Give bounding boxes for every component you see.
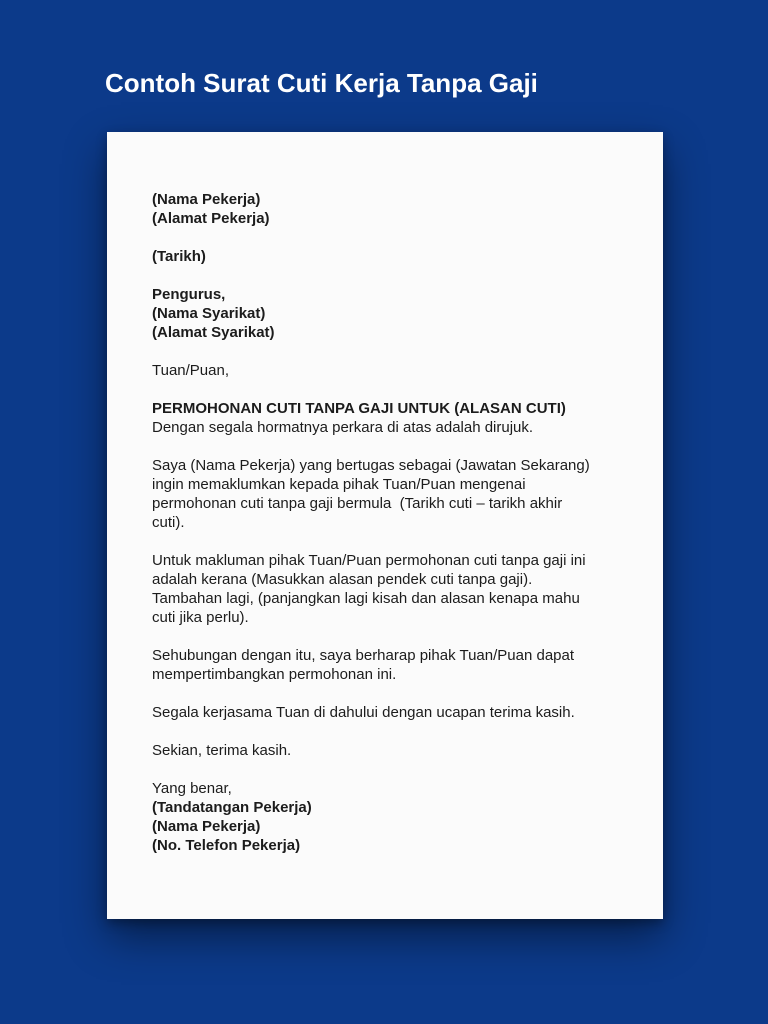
recipient-company: (Nama Syarikat) — [152, 305, 266, 322]
paragraph-2-line: Tambahan lagi, (panjangkan lagi kisah dan alasan kenapa mahu — [152, 590, 580, 607]
paragraph-1-line: cuti). — [152, 514, 185, 531]
letter-date: (Tarikh) — [152, 248, 206, 265]
letter-subject: PERMOHONAN CUTI TANPA GAJI UNTUK (ALASAN CUTI) — [152, 400, 566, 417]
paragraph-2-line: cuti jika perlu). — [152, 609, 249, 626]
salutation: Tuan/Puan, — [152, 362, 229, 379]
signer-name: (Nama Pekerja) — [152, 818, 261, 835]
page-title: Contoh Surat Cuti Kerja Tanpa Gaji — [105, 68, 538, 98]
letter-document — [107, 132, 663, 919]
opening-line: Dengan segala hormatnya perkara di atas adalah dirujuk. — [152, 419, 534, 436]
signoff: Yang benar, — [152, 780, 232, 797]
paragraph-3-line: Sehubungan dengan itu, saya berharap pihak Tuan/Puan dapat — [152, 647, 575, 664]
recipient-title: Pengurus, — [152, 286, 226, 303]
paragraph-1-line: permohonan cuti tanpa gaji bermula (Tarikh cuti – tarikh akhir — [152, 495, 563, 512]
paragraph-4: Segala kerjasama Tuan di dahului dengan ucapan terima kasih. — [152, 704, 575, 721]
signer-phone: (No. Telefon Pekerja) — [152, 837, 301, 854]
closing-line: Sekian, terima kasih. — [152, 742, 292, 759]
paragraph-1-line: ingin memaklumkan kepada pihak Tuan/Puan mengenai — [152, 476, 526, 493]
sender-address: (Alamat Pekerja) — [152, 210, 270, 227]
recipient-address: (Alamat Syarikat) — [152, 324, 275, 341]
sender-name: (Nama Pekerja) — [152, 191, 261, 208]
letter-body — [152, 190, 622, 855]
paragraph-1-line: Saya (Nama Pekerja) yang bertugas sebagai (Jawatan Sekarang) — [152, 457, 590, 474]
paragraph-3-line: mempertimbangkan permohonan ini. — [152, 666, 397, 683]
paragraph-2-line: Untuk makluman pihak Tuan/Puan permohonan cuti tanpa gaji ini — [152, 552, 586, 569]
signature-placeholder: (Tandatangan Pekerja) — [152, 799, 312, 816]
paragraph-2-line: adalah kerana (Masukkan alasan pendek cuti tanpa gaji). — [152, 571, 533, 588]
